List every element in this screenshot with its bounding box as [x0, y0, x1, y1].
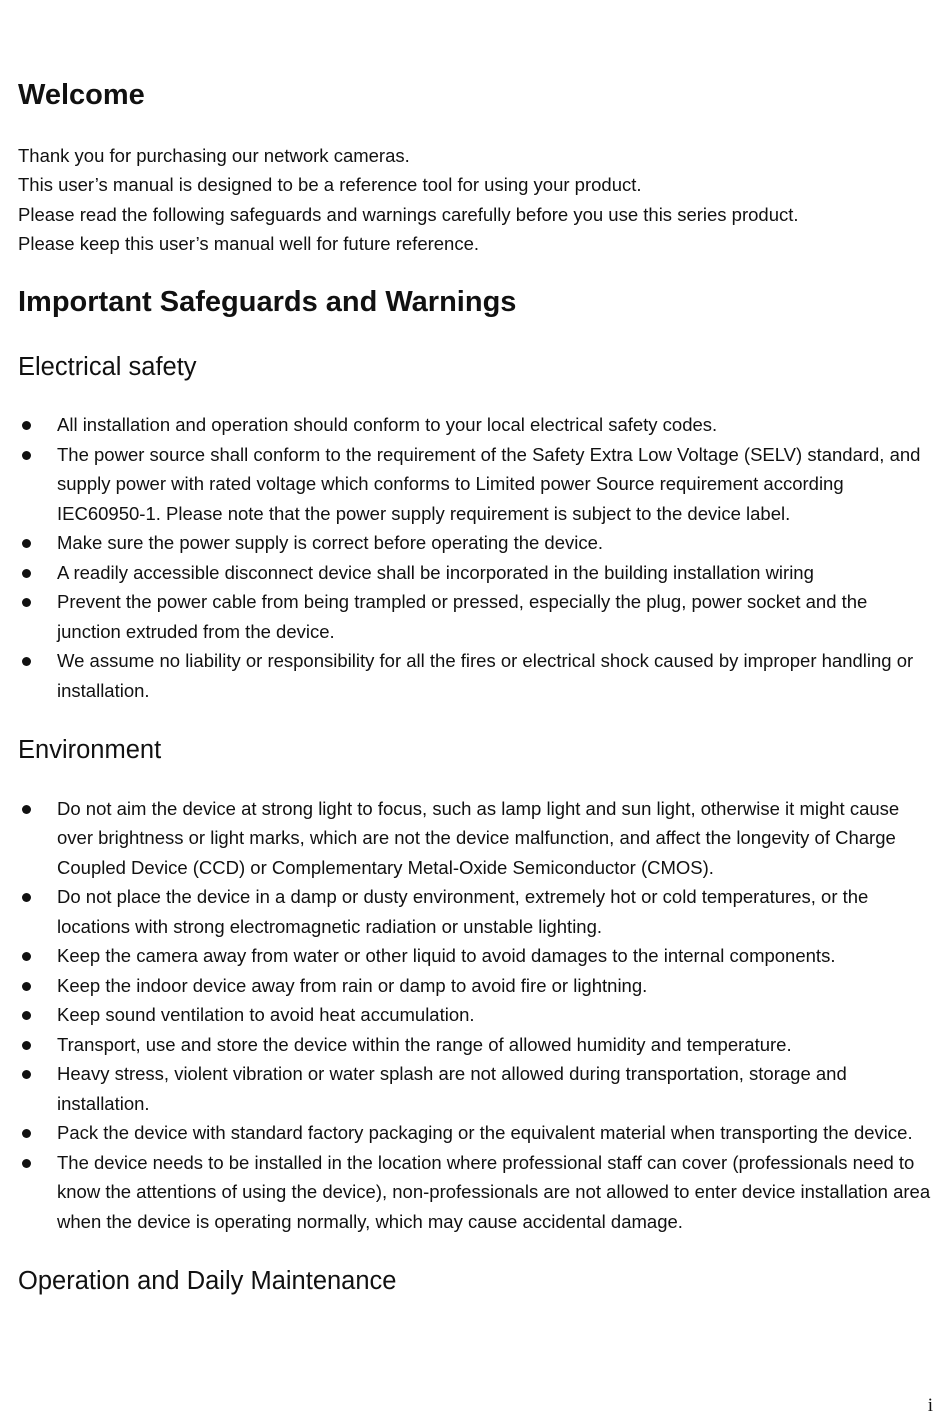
- list-item: The device needs to be installed in the location where professional staff can cover (professionals need to know the attentions of using the device), non-professionals are not allowed to enter device installation area when the device is operating normally, which may cause accidental damage.: [18, 1148, 933, 1237]
- list-item: Transport, use and store the device within the range of allowed humidity and temperature.: [18, 1030, 933, 1060]
- welcome-heading: Welcome: [18, 79, 145, 111]
- environment-list: [18, 794, 933, 1237]
- safeguards-heading: Important Safeguards and Warnings: [18, 285, 517, 318]
- list-item: Prevent the power cable from being trampled or pressed, especially the plug, power socket and the junction extruded from the device.: [18, 587, 933, 646]
- list-item: The power source shall conform to the requirement of the Safety Extra Low Voltage (SELV) standard, and supply power with rated voltage which conforms to Limited power Source requirement according IEC60950-1. Please note that the power supply requirement is subject to the device label.: [18, 440, 933, 529]
- list-item: Do not aim the device at strong light to focus, such as lamp light and sun light, otherwise it might cause over brightness or light marks, which are not the device malfunction, and affect the longevity of Charge Coupled Device (CCD) or Complementary Metal-Oxide Semiconductor (CMOS).: [18, 794, 933, 883]
- list-item: Keep the indoor device away from rain or damp to avoid fire or lightning.: [18, 971, 933, 1001]
- page-number: i: [927, 1395, 933, 1416]
- document-page: [18, 0, 933, 1297]
- list-item: Make sure the power supply is correct before operating the device.: [18, 528, 933, 558]
- welcome-paragraph: Thank you for purchasing our network cameras.: [18, 144, 410, 166]
- list-item: We assume no liability or responsibility for all the fires or electrical shock caused by improper handling or installation.: [18, 646, 933, 705]
- list-item: Pack the device with standard factory packaging or the equivalent material when transporting the device.: [18, 1118, 933, 1148]
- list-item: Keep sound ventilation to avoid heat accumulation.: [18, 1000, 933, 1030]
- welcome-paragraph: Please read the following safeguards and warnings carefully before you use this series product.: [18, 203, 799, 225]
- welcome-paragraph: This user’s manual is designed to be a reference tool for using your product.: [18, 174, 642, 196]
- list-item: Heavy stress, violent vibration or water splash are not allowed during transportation, storage and installation.: [18, 1059, 933, 1118]
- environment-heading: Environment: [18, 736, 162, 765]
- electrical-safety-heading: Electrical safety: [18, 352, 197, 381]
- electrical-safety-list: [18, 410, 933, 705]
- list-item: A readily accessible disconnect device shall be incorporated in the building installation wiring: [18, 558, 933, 588]
- welcome-intro: [18, 141, 933, 259]
- welcome-paragraph: Please keep this user’s manual well for future reference.: [18, 233, 480, 255]
- list-item: Keep the camera away from water or other liquid to avoid damages to the internal components.: [18, 941, 933, 971]
- list-item: All installation and operation should conform to your local electrical safety codes.: [18, 410, 933, 440]
- operation-maintenance-heading: Operation and Daily Maintenance: [18, 1267, 397, 1296]
- list-item: Do not place the device in a damp or dusty environment, extremely hot or cold temperatures, or the locations with strong electromagnetic radiation or unstable lighting.: [18, 882, 933, 941]
